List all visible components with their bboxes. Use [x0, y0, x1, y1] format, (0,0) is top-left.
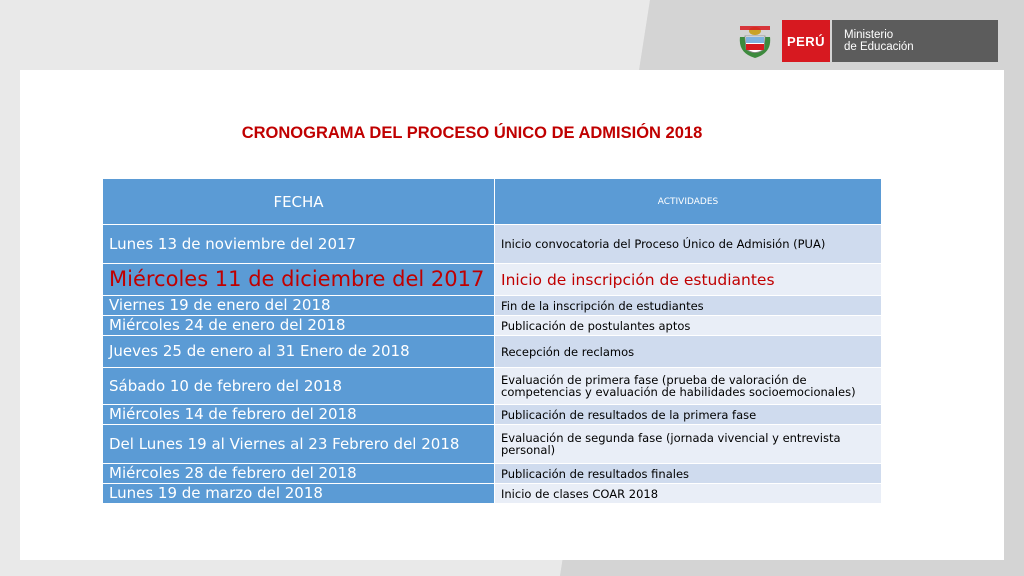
column-header-date: FECHA — [103, 179, 495, 225]
table-row — [103, 368, 882, 405]
page-title: CRONOGRAMA DEL PROCESO ÚNICO DE ADMISIÓN 2018 — [241, 124, 703, 142]
activity-cell: Publicación de postulantes aptos — [495, 316, 882, 336]
schedule-table — [102, 178, 882, 504]
ministry-line-1: Ministerio — [844, 29, 894, 41]
column-header-activity: ACTIVIDADES — [495, 179, 882, 225]
table-row — [103, 425, 882, 464]
activity-cell: Fin de la inscripción de estudiantes — [495, 296, 882, 316]
ministry-line-2: de Educación — [844, 41, 914, 53]
table-row — [103, 464, 882, 484]
table-row — [103, 264, 882, 296]
table-header-row — [103, 179, 882, 225]
activity-cell: Publicación de resultados finales — [495, 464, 882, 484]
table-row — [103, 405, 882, 425]
table-row — [103, 484, 882, 504]
date-cell: Lunes 19 de marzo del 2018 — [103, 484, 495, 504]
table-row — [103, 316, 882, 336]
activity-cell: Inicio convocatoria del Proceso Único de Admisión (PUA) — [495, 225, 882, 264]
date-cell: Sábado 10 de febrero del 2018 — [103, 368, 495, 405]
activity-cell: Publicación de resultados de la primera fase — [495, 405, 882, 425]
date-cell: Miércoles 11 de diciembre del 2017 — [103, 264, 495, 296]
date-cell: Viernes 19 de enero del 2018 — [103, 296, 495, 316]
table-row — [103, 225, 882, 264]
table-row — [103, 296, 882, 316]
peru-label: PERÚ — [786, 33, 826, 49]
ministry-badge — [832, 20, 998, 62]
activity-cell: Recepción de reclamos — [495, 336, 882, 368]
coat-of-arms-icon — [736, 23, 774, 59]
activity-cell: Evaluación de primera fase (prueba de valoración de competencias y evaluación de habilidades socioemocionales) — [495, 368, 882, 405]
peru-badge — [782, 20, 830, 62]
date-cell: Del Lunes 19 al Viernes al 23 Febrero del 2018 — [103, 425, 495, 464]
activity-cell: Inicio de inscripción de estudiantes — [495, 264, 882, 296]
activity-cell: Evaluación de segunda fase (jornada vivencial y entrevista personal) — [495, 425, 882, 464]
date-cell: Miércoles 28 de febrero del 2018 — [103, 464, 495, 484]
ministry-header-logo — [736, 20, 998, 62]
activity-cell: Inicio de clases COAR 2018 — [495, 484, 882, 504]
table-row — [103, 336, 882, 368]
date-cell: Miércoles 14 de febrero del 2018 — [103, 405, 495, 425]
date-cell: Miércoles 24 de enero del 2018 — [103, 316, 495, 336]
date-cell: Lunes 13 de noviembre del 2017 — [103, 225, 495, 264]
date-cell: Jueves 25 de enero al 31 Enero de 2018 — [103, 336, 495, 368]
